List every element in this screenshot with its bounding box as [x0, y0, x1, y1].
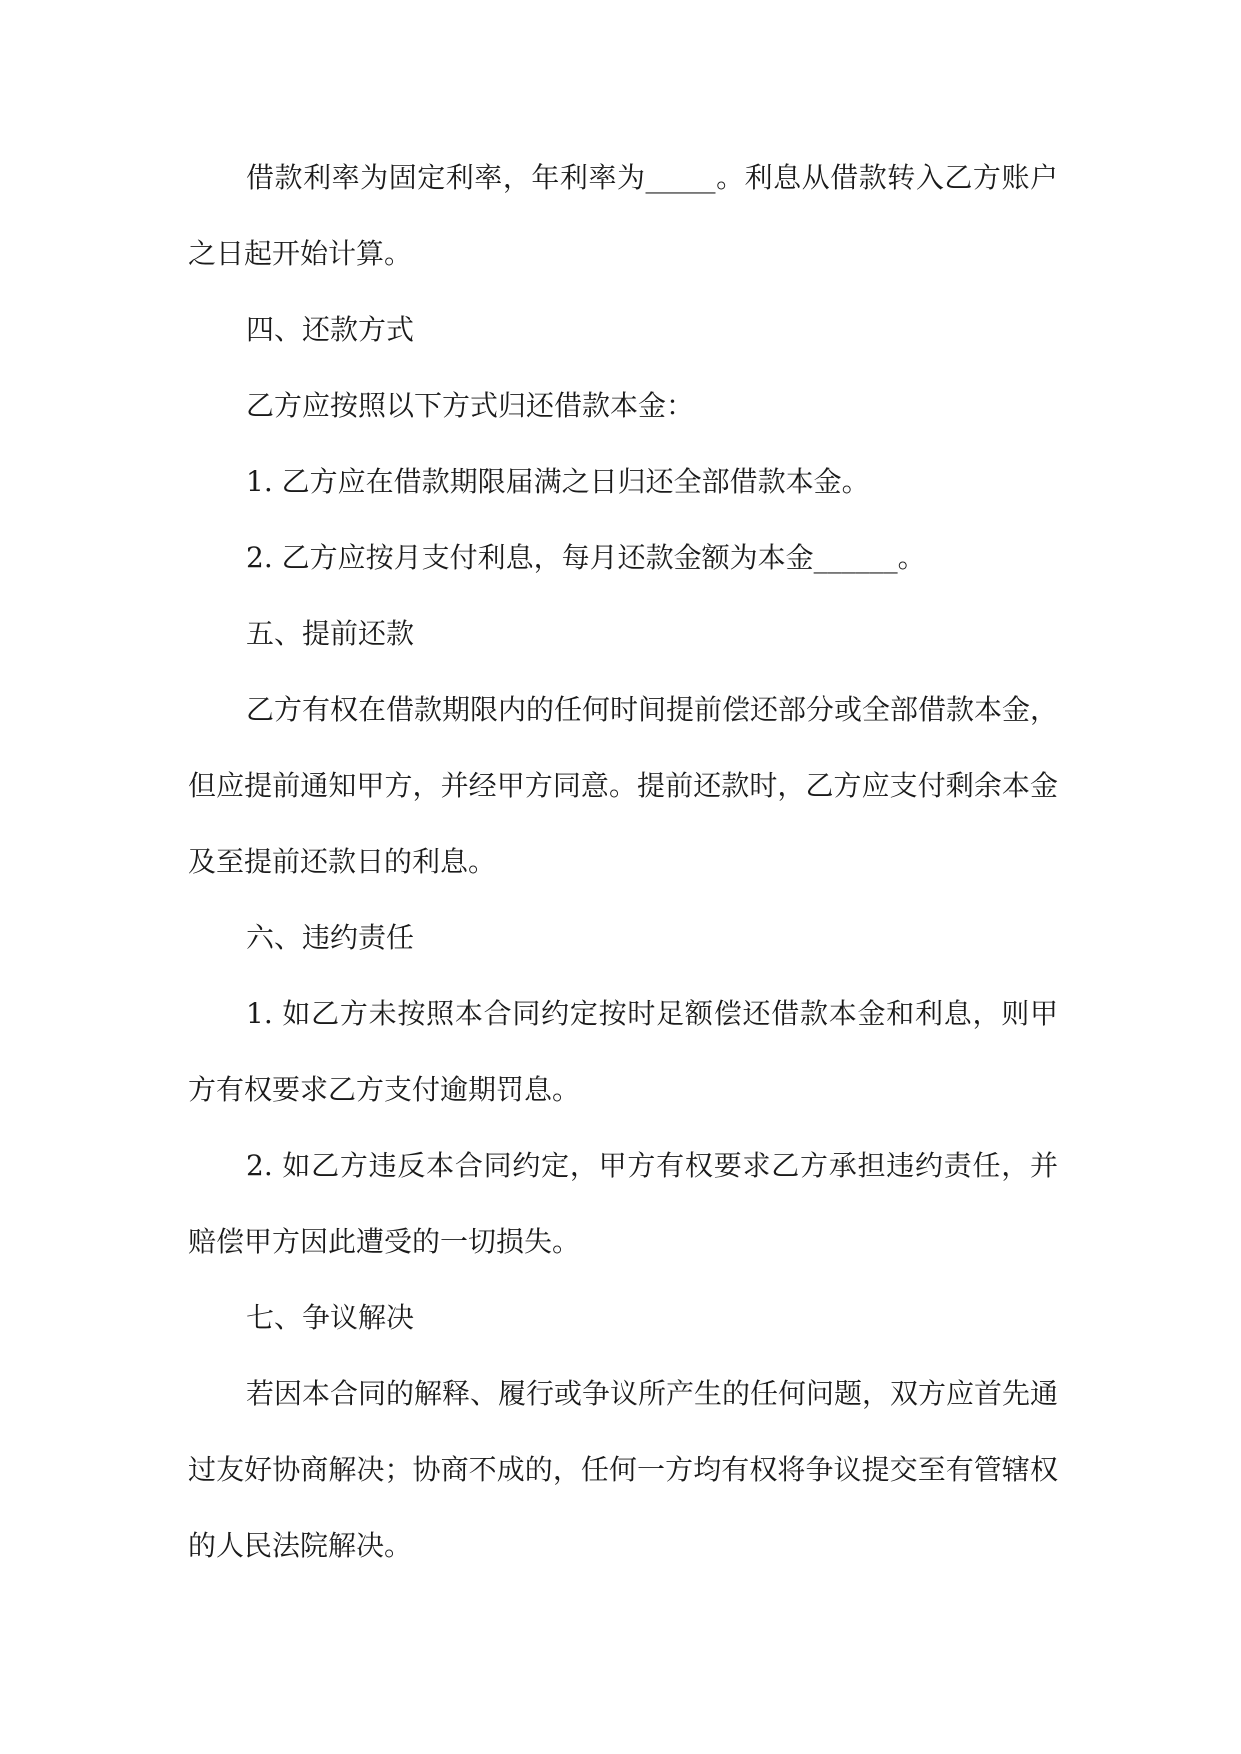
list-item-repayment-2: 2. 乙方应按月支付利息，每月还款金额为本金______。 [246, 541, 926, 574]
heading-breach-liability: 六、违约责任 [246, 921, 415, 954]
heading-repayment-method: 四、还款方式 [246, 313, 415, 346]
paragraph-early-repayment: 乙方有权在借款期限内的任何时间提前偿还部分或全部借款本金，但应提前通知甲方，并经甲方同意。提前还款时，乙方应支付剩余本金及至提前还款日的利息。 [188, 693, 1059, 878]
list-item-breach-2: 2. 如乙方违反本合同约定，甲方有权要求乙方承担违约责任，并赔偿甲方因此遭受的一切损失。 [188, 1149, 1058, 1258]
paragraph-repayment-intro: 乙方应按照以下方式归还借款本金： [246, 389, 695, 422]
heading-dispute-resolution: 七、争议解决 [246, 1301, 415, 1334]
list-item-repayment-1: 1. 乙方应在借款期限届满之日归还全部借款本金。 [246, 465, 870, 498]
document-body [188, 140, 1058, 1584]
paragraph-dispute-resolution: 若因本合同的解释、履行或争议所产生的任何问题，双方应首先通过友好协商解决；协商不成的，任何一方均有权将争议提交至有管辖权的人民法院解决。 [188, 1377, 1059, 1562]
paragraph-interest-rate: 借款利率为固定利率，年利率为_____。利息从借款转入乙方账户之日起开始计算。 [188, 161, 1058, 270]
list-item-breach-1: 1. 如乙方未按照本合同约定按时足额偿还借款本金和利息，则甲方有权要求乙方支付逾期罚息。 [188, 997, 1058, 1106]
heading-early-repayment: 五、提前还款 [246, 617, 415, 650]
